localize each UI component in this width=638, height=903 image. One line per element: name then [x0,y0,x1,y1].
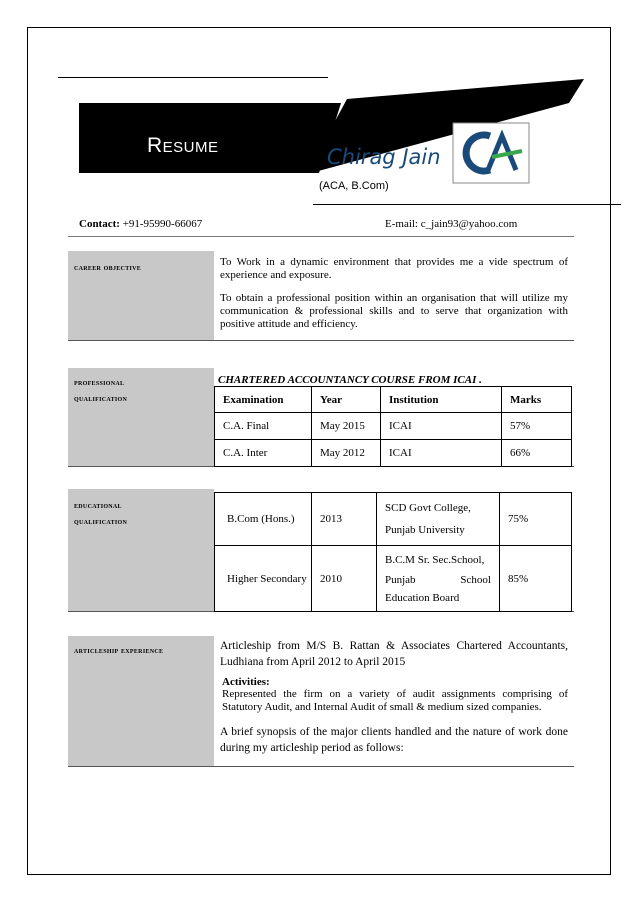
header-name-rule [313,204,621,205]
cell-year: 2013 [312,493,377,546]
contact-rule [68,236,574,237]
articleship-rule [68,766,574,767]
cell-marks: 66% [502,440,572,467]
candidate-name: Chirag Jain [327,145,441,169]
cell-year: May 2012 [312,440,381,467]
educational-label-line-1: educational [74,500,122,510]
cell-institution [377,493,500,546]
table-row [215,546,572,612]
ca-logo-icon [452,122,530,184]
contact-phone-label: Contact: [79,218,120,230]
col-institution: Institution [381,387,502,413]
col-examination: Examination [215,387,312,413]
institution-line-2: Punjab School Education Board [385,573,491,604]
cell-marks: 85% [500,546,572,612]
contact-email-label: E-mail: [385,218,418,230]
institution-line-1: B.C.M Sr. Sec.School, [385,553,485,566]
cell-institution: ICAI [381,440,502,467]
professional-qualification-label [68,368,214,466]
educational-qualification-label [68,489,214,612]
institution-line-2: Punjab University [385,524,465,536]
table-row [215,440,572,467]
career-objective-para-1: To Work in a dynamic environment that provides me a vide spectrum of experience and exposure. [220,256,568,281]
cell-year: May 2015 [312,413,381,440]
career-objective-para-2: To obtain a professional position within an organisation that will utilize my communication & professional skills and to serve that organization with positive attitude and efficiency. [220,292,568,330]
articleship-experience-label: articleship experience [68,636,214,766]
banner-title: Resume [147,134,219,157]
cell-course: B.Com (Hons.) [215,493,312,546]
header-top-rule [58,77,328,78]
cell-exam: C.A. Inter [215,440,312,467]
activities-text: Represented the firm on a variety of audit assignments comprising of Statutory Audit, and Internal Audit of small & medium sized companies. [222,688,568,713]
cell-exam: C.A. Final [215,413,312,440]
table-row [215,493,572,546]
professional-label-line-2: qualification [74,393,128,403]
table-row [215,413,572,440]
col-year: Year [312,387,381,413]
contact-phone-value: +91-95990-66067 [122,218,203,230]
career-objective-rule [68,340,574,341]
contact-email-value: c_jain93@yahoo.com [420,218,518,230]
contact-phone [79,218,202,230]
educational-table [214,492,572,612]
contact-email [385,218,517,230]
professional-label-line-1: professional [74,377,125,387]
articleship-para-1: Articleship from M/S B. Rattan & Associates Chartered Accountants, Ludhiana from April 2012 to April 2015 [220,640,568,668]
institution-line-1: SCD Govt College, [385,502,471,514]
professional-header-row [215,387,572,413]
activities-heading: Activities: [222,676,270,688]
career-objective-label: career objective [68,251,214,341]
col-marks: Marks [502,387,572,413]
cell-course: Higher Secondary [215,546,312,612]
cell-marks: 57% [502,413,572,440]
articleship-para-2: A brief synopsis of the major clients handled and the nature of work done during my articleship period as follows: [220,726,568,754]
professional-table [214,386,572,467]
candidate-credentials: (ACA, B.Com) [319,180,389,192]
cell-year: 2010 [312,546,377,612]
educational-label-line-2: qualification [74,516,128,526]
cell-marks: 75% [500,493,572,546]
cell-institution [377,546,500,612]
professional-heading: CHARTERED ACCOUNTANCY COURSE FROM ICAI . [218,374,482,386]
cell-institution: ICAI [381,413,502,440]
